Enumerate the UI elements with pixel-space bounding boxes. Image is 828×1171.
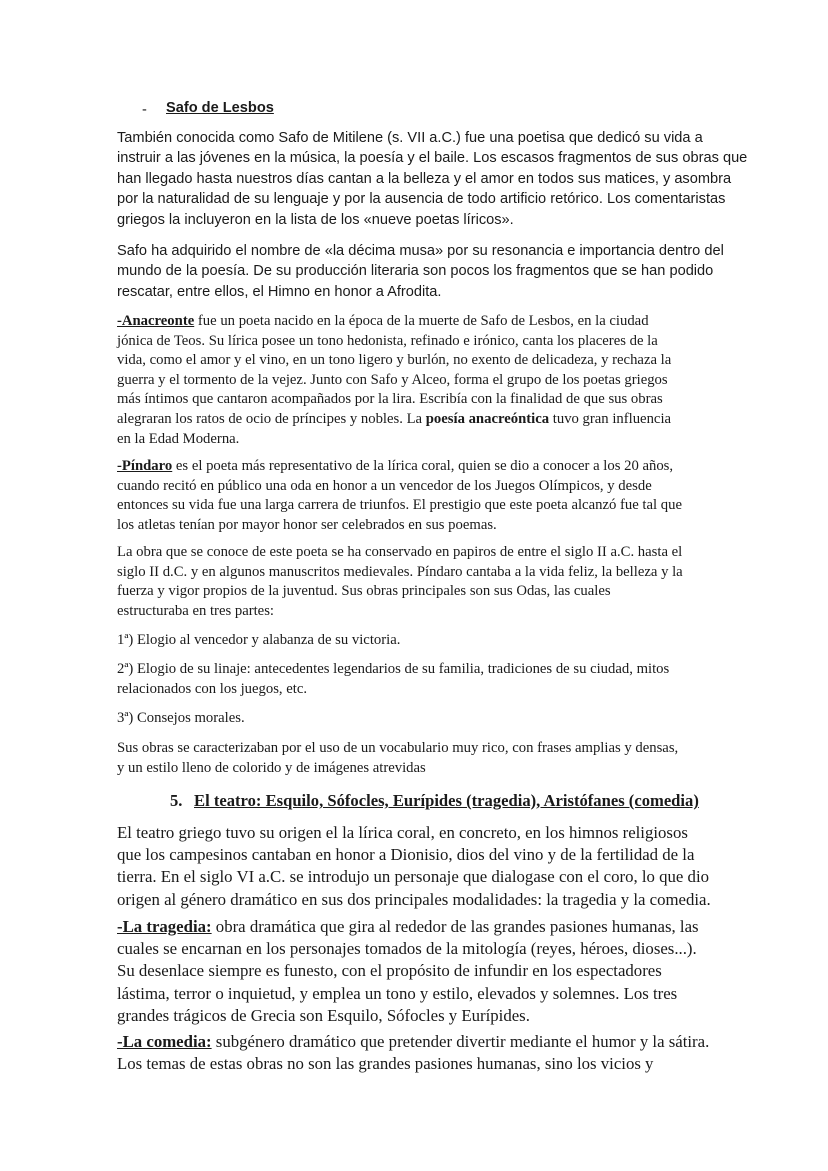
- heading-safo-de-lesbos: Safo de Lesbos: [166, 100, 274, 116]
- text-line: tierra. En el siglo VI a.C. se introdujo un personaje que dialogase con el coro, lo que dio: [117, 867, 710, 887]
- term-tragedia: -La tragedia:: [117, 917, 212, 936]
- paragraph-anacreonte: [117, 312, 717, 449]
- text-line: La obra que se conoce de este poeta se ha conservado en papiros de entre el siglo II a.C. hasta el: [117, 544, 683, 560]
- text-line: jónica de Teos. Su lírica posee un tono hedonista, refinado e irónico, canta los placeres de la: [117, 332, 658, 349]
- text-fragment: subgénero dramático que pretender divertir mediante el humor y la sátira.: [211, 1032, 710, 1051]
- paragraph-pindaro: [117, 457, 717, 535]
- text-line: 2ª) Elogio de su linaje: antecedentes legendarios de su familia, tradiciones de su ciudad, mitos: [117, 661, 670, 677]
- text-line: entonces su vida fue una larga carrera de triunfos. El prestigio que este poeta alcanzó fue tal que: [117, 497, 682, 514]
- text-line: El teatro griego tuvo su origen el la lírica coral, en concreto, en los himnos religiosos: [117, 823, 688, 842]
- text-line: [117, 1031, 737, 1053]
- text-line: 3ª) Consejos morales.: [117, 710, 245, 726]
- paragraph-comedia: [117, 1031, 737, 1075]
- text-line: han llegado hasta nuestros días cantan a la belleza y el amor en todos sus matices, y asombra: [117, 170, 732, 187]
- text-fragment: fue un poeta nacido en la época de la muerte de Safo de Lesbos, en la ciudad: [194, 313, 649, 329]
- paragraph-safo-bio: [117, 128, 748, 230]
- text-line: que los campesinos cantaban en honor a Dionisio, dios del vino y de la fertilidad de la: [117, 845, 695, 865]
- bullet-dash: -: [142, 102, 147, 118]
- text-line: Su desenlace siempre es funesto, con el propósito de infundir en los espectadores: [117, 961, 662, 981]
- text-fragment: alegraran los ratos de ocio de príncipes y nobles. La: [117, 410, 426, 427]
- paragraph-teatro-origen: [117, 822, 737, 911]
- text-line: guerra y el tormento de la vejez. Junto con Safo y Alceo, forma el grupo de los poetas griegos: [117, 371, 668, 388]
- text-line: lástima, terror o inquietud, y emplea un tono y estilo, elevados y solemnes. Los tres: [117, 983, 678, 1003]
- paragraph-pindaro-obra: [117, 543, 717, 621]
- text-line: cuando recitó en público una oda en honor a un vencedor de los Juegos Olímpicos, y desde: [117, 477, 652, 494]
- text-line: instruir a las jóvenes en la música, la poesía y el baile. Los escasos fragmentos de sus obras que: [117, 150, 748, 167]
- text-line: vida, como el amor y el vino, en un tono ligero y burlón, no exento de delicadeza, y rechaza la: [117, 352, 672, 369]
- text-line: más íntimos que cantaron acompañados por la lira. Escribía con la finalidad de que sus obras: [117, 391, 663, 408]
- text-line: [117, 312, 717, 332]
- text-line: griegos la incluyeron en la lista de los «nueve poetas líricos».: [117, 211, 514, 228]
- text-line: origen al género dramático en sus dos principales modalidades: la tragedia y la comedia.: [117, 889, 711, 909]
- text-fragment: es el poeta más representativo de la lírica coral, quien se dio a conocer a los 20 años,: [172, 458, 674, 474]
- term-anacreonte: -Anacreonte: [117, 313, 195, 329]
- text-line: estructuraba en tres partes:: [117, 602, 275, 619]
- text-line: [117, 410, 717, 430]
- text-line: relacionados con los juegos, etc.: [117, 680, 308, 697]
- section-number: 5.: [170, 791, 183, 810]
- heading-el-teatro: [170, 790, 699, 812]
- text-line: fuerza y vigor propios de la juventud. Sus obras principales son sus Odas, las cuales: [117, 583, 611, 600]
- text-line: [117, 457, 717, 477]
- term-comedia: -La comedia:: [117, 1032, 212, 1051]
- text-line: y un estilo lleno de colorido y de imágenes atrevidas: [117, 759, 426, 776]
- text-line: mundo de la poesía. De su producción literaria son pocos los fragmentos que se han podido: [117, 263, 714, 280]
- text-line: siglo II d.C. y en algunos manuscritos medievales. Píndaro cantaba a la vida feliz, la belleza y la: [117, 563, 683, 580]
- text-line: en la Edad Moderna.: [117, 430, 240, 447]
- text-line: rescatar, entre ellos, el Himno en honor a Afrodita.: [117, 283, 442, 300]
- list-item-3: [117, 709, 717, 729]
- text-line: los atletas tenían por mayor honor ser celebrados en sus poemas.: [117, 516, 497, 533]
- list-item-1: [117, 631, 717, 651]
- section-title: El teatro: Esquilo, Sófocles, Eurípides (tragedia), Aristófanes (comedia): [194, 791, 699, 810]
- text-line: Los temas de estas obras no son las grandes pasiones humanas, sino los vicios y: [117, 1054, 654, 1074]
- paragraph-tragedia: [117, 916, 737, 1027]
- text-line: cuales se encarnan en los personajes tomados de la mitología (reyes, héroes, dioses...).: [117, 939, 697, 959]
- text-line: Sus obras se caracterizaban por el uso de un vocabulario muy rico, con frases amplias y densas,: [117, 740, 679, 756]
- text-line: También conocida como Safo de Mitilene (s. VII a.C.) fue una poetisa que dedicó su vida a: [117, 130, 703, 146]
- text-fragment: obra dramática que gira al rededor de las grandes pasiones humanas, las: [211, 917, 699, 936]
- text-line: grandes trágicos de Grecia son Esquilo, Sófocles y Eurípides.: [117, 1005, 530, 1025]
- term-pindaro: -Píndaro: [117, 458, 173, 474]
- text-line: [117, 916, 737, 938]
- list-item-2: [117, 660, 717, 699]
- paragraph-pindaro-estilo: [117, 739, 717, 778]
- text-line: 1ª) Elogio al vencedor y alabanza de su victoria.: [117, 632, 401, 648]
- paragraph-safo-decima-musa: [117, 241, 724, 302]
- term-poesia-anacreontica: poesía anacreóntica: [425, 410, 550, 427]
- text-line: por la naturalidad de su lenguaje y por la ausencia de todo artificio retórico. Los comentaristas: [117, 191, 726, 208]
- text-line: Safo ha adquirido el nombre de «la décima musa» por su resonancia e importancia dentro del: [117, 243, 724, 259]
- text-fragment: tuvo gran influencia: [549, 410, 672, 427]
